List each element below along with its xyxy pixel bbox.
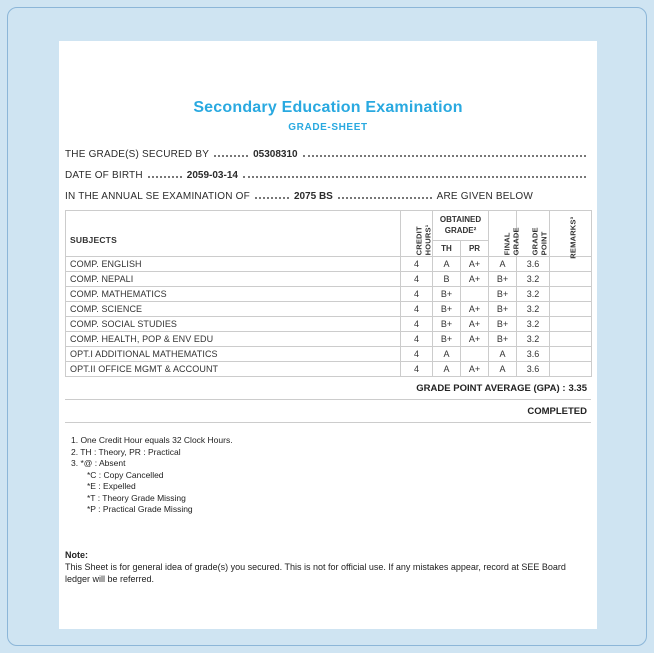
status-text: COMPLETED (527, 406, 587, 417)
final-grade-cell: B+ (489, 302, 517, 317)
note-text: This Sheet is for general idea of grade(s) you secured. This is not for official use. If any mistakes appear, record at SEE Board ledger will be referred. (65, 561, 566, 584)
footnote-3-practical-missing: *P : Practical Grade Missing (87, 504, 193, 514)
note-label: Note: (65, 549, 88, 560)
are-given-below-text: ARE GIVEN BELOW (436, 191, 533, 202)
credit-cell: 4 (401, 347, 433, 362)
th-grade-cell: B+ (433, 332, 461, 347)
header-obtained-grade: OBTAINED GRADE² (433, 211, 489, 241)
table-row (66, 347, 592, 362)
pr-grade-cell: A+ (461, 332, 489, 347)
note-block (65, 550, 591, 585)
header-remarks (550, 211, 592, 257)
subject-cell: OPT.II OFFICE MGMT & ACCOUNT (66, 362, 401, 377)
pr-grade-cell (461, 287, 489, 302)
credit-cell: 4 (401, 287, 433, 302)
final-grade-cell: B+ (489, 287, 517, 302)
th-grade-cell: B (433, 272, 461, 287)
table-row (66, 362, 592, 377)
examination-year-value: 2075 BS (293, 191, 333, 202)
subject-cell: COMP. SCIENCE (66, 302, 401, 317)
final-grade-cell: A (489, 362, 517, 377)
credit-cell: 4 (401, 362, 433, 377)
credit-cell: 4 (401, 272, 433, 287)
remarks-vertical-label: REMARKS³ (568, 216, 578, 259)
pr-grade-cell (461, 347, 489, 362)
footnote-2: 2. TH : Theory, PR : Practical (71, 446, 181, 457)
pr-grade-cell: A+ (461, 272, 489, 287)
secured-by-row (65, 149, 591, 160)
th-grade-cell: A (433, 347, 461, 362)
remarks-cell (550, 287, 592, 302)
table-row (66, 317, 592, 332)
grade-point-cell: 3.2 (517, 302, 550, 317)
header-credit-hours (401, 211, 433, 257)
grade-point-cell: 3.2 (517, 272, 550, 287)
final-grade-cell: B+ (489, 317, 517, 332)
th-grade-cell: B+ (433, 287, 461, 302)
footnote-3-copy-cancelled: *C : Copy Cancelled (87, 469, 164, 480)
date-of-birth-row (65, 170, 591, 181)
footnote-1: 1. One Credit Hour equals 32 Clock Hours. (71, 435, 233, 445)
grade-sheet-page (59, 41, 597, 629)
pr-grade-cell: A+ (461, 362, 489, 377)
footnote-3: 3. *@ : Absent (71, 458, 126, 468)
remarks-cell (550, 272, 592, 287)
date-of-birth-label: DATE OF BIRTH (65, 170, 143, 181)
dotted-leader (338, 197, 432, 199)
remarks-cell (550, 257, 592, 272)
remarks-cell (550, 317, 592, 332)
secured-by-value: 05308310 (253, 149, 298, 160)
dotted-leader (255, 197, 289, 199)
table-row (66, 332, 592, 347)
table-row (66, 287, 592, 302)
remarks-cell (550, 347, 592, 362)
grade-point-cell: 3.2 (517, 317, 550, 332)
remarks-cell (550, 332, 592, 347)
th-grade-cell: A (433, 257, 461, 272)
header-pr: PR (461, 241, 489, 257)
final-grade-cell: A (489, 347, 517, 362)
pr-grade-cell: A+ (461, 257, 489, 272)
subject-cell: COMP. NEPALI (66, 272, 401, 287)
page-subtitle: GRADE-SHEET (288, 122, 368, 133)
subject-cell: OPT.I ADDITIONAL MATHEMATICS (66, 347, 401, 362)
grade-point-vertical-label: GRADE POINT (530, 227, 549, 256)
grades-table (65, 210, 592, 377)
examination-row (65, 191, 591, 202)
credit-cell: 4 (401, 302, 433, 317)
grade-point-cell: 3.6 (517, 347, 550, 362)
subject-cell: COMP. MATHEMATICS (66, 287, 401, 302)
subject-cell: COMP. HEALTH, POP & ENV EDU (66, 332, 401, 347)
final-grade-vertical-label: FINAL GRADE (502, 227, 521, 256)
th-grade-cell: A (433, 362, 461, 377)
page-title: Secondary Education Examination (193, 99, 463, 116)
th-grade-cell: B+ (433, 317, 461, 332)
credit-cell: 4 (401, 257, 433, 272)
date-of-birth-value: 2059-03-14 (186, 170, 238, 181)
table-row (66, 272, 592, 287)
dotted-leader (243, 176, 586, 178)
remarks-cell (550, 302, 592, 317)
subject-cell: COMP. SOCIAL STUDIES (66, 317, 401, 332)
table-row (66, 257, 592, 272)
dotted-leader (148, 176, 182, 178)
final-grade-cell: B+ (489, 332, 517, 347)
grade-point-cell: 3.2 (517, 287, 550, 302)
header-final-grade (489, 211, 521, 257)
gpa-value: 3.35 (568, 383, 587, 394)
grade-point-cell: 3.6 (517, 362, 550, 377)
final-grade-cell: A (489, 257, 517, 272)
status-row (65, 400, 591, 423)
header-subjects: SUBJECTS (66, 211, 401, 257)
dotted-leader (214, 155, 248, 157)
th-grade-cell: B+ (433, 302, 461, 317)
gpa-row (65, 377, 591, 400)
examination-label: IN THE ANNUAL SE EXAMINATION OF (65, 191, 250, 202)
header-th: TH (433, 241, 461, 257)
header-grade-point (517, 211, 550, 257)
dotted-leader (303, 155, 586, 157)
remarks-cell (550, 362, 592, 377)
grade-point-cell: 3.2 (517, 332, 550, 347)
final-grade-cell: B+ (489, 272, 517, 287)
footnote-3-theory-missing: *T : Theory Grade Missing (87, 492, 186, 503)
footnotes (65, 435, 591, 516)
pr-grade-cell: A+ (461, 302, 489, 317)
pr-grade-cell: A+ (461, 317, 489, 332)
gpa-label: GRADE POINT AVERAGE (GPA) : (416, 383, 566, 394)
credit-cell: 4 (401, 332, 433, 347)
footnote-3-expelled: *E : Expelled (87, 481, 136, 491)
credit-cell: 4 (401, 317, 433, 332)
credit-hours-vertical-label: CREDIT HOURS¹ (414, 224, 433, 256)
table-row (66, 302, 592, 317)
grade-point-cell: 3.6 (517, 257, 550, 272)
subject-cell: COMP. ENGLISH (66, 257, 401, 272)
secured-by-label: THE GRADE(S) SECURED BY (65, 149, 210, 160)
